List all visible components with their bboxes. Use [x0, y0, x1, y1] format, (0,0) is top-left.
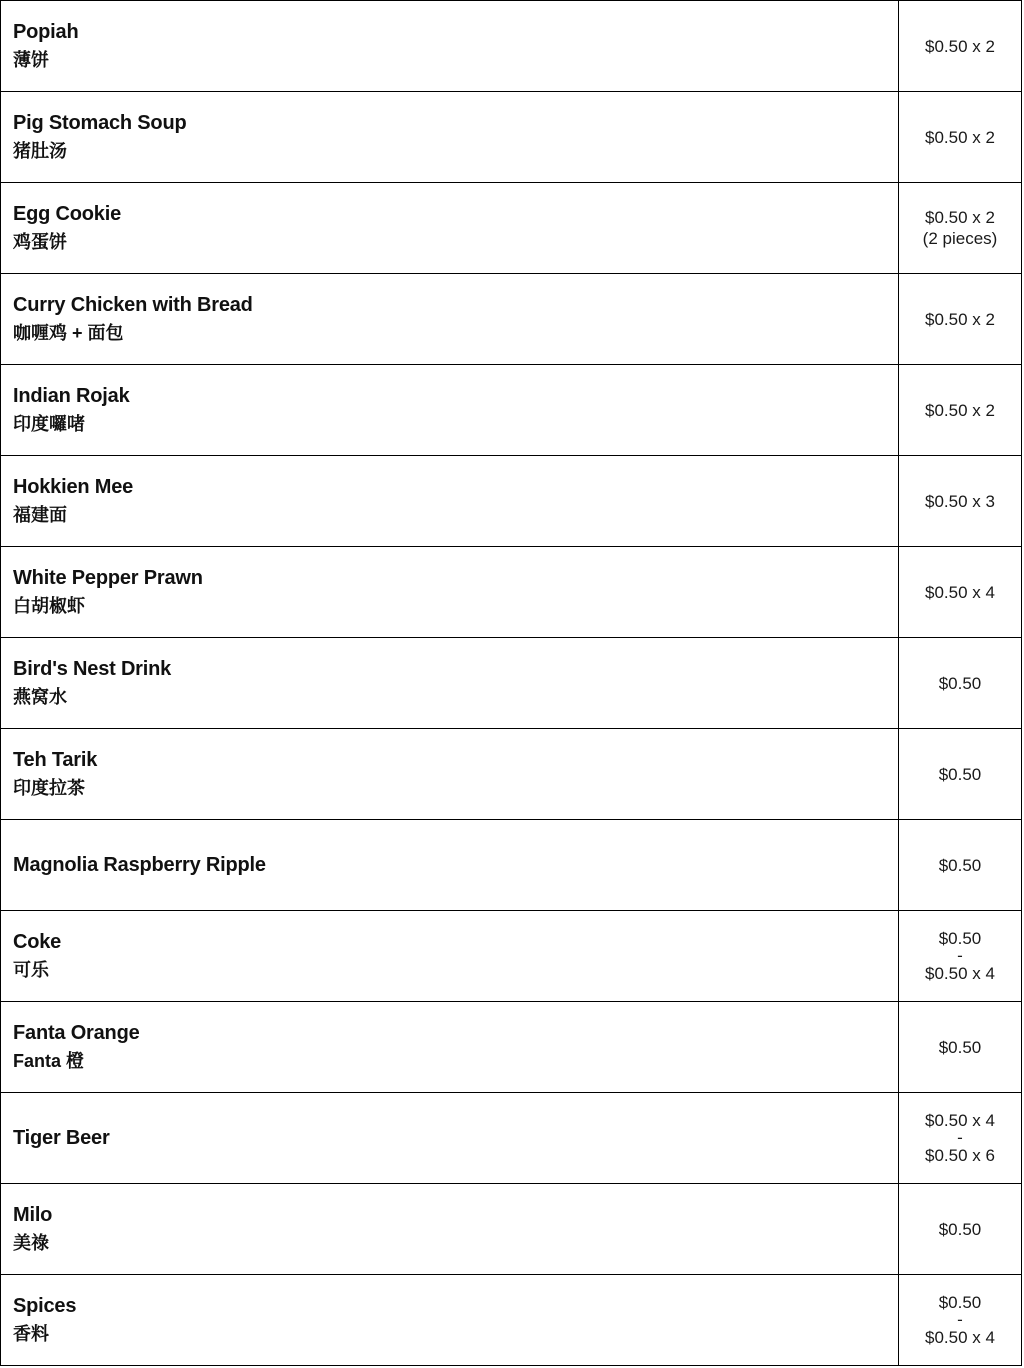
- item-name: Fanta Orange: [13, 1022, 140, 1044]
- item-price: $0.50: [938, 855, 982, 875]
- item-name: Coke: [13, 931, 62, 953]
- item-name-chinese: 猪肚汤: [13, 141, 67, 161]
- table-row: [1, 1002, 1021, 1093]
- item-name-cell: [1, 456, 899, 546]
- item-price: $0.50: [938, 929, 982, 948]
- item-price: (2 pieces): [922, 229, 998, 248]
- item-name-cell: [1, 1, 899, 91]
- item-name-cell: [1, 183, 899, 273]
- item-name: Indian Rojak: [13, 385, 130, 407]
- item-price: $0.50: [938, 673, 982, 693]
- item-price: $0.50: [938, 1293, 982, 1312]
- item-name-cell: [1, 365, 899, 455]
- item-price-cell: [899, 911, 1021, 1001]
- item-price-cell: [899, 1093, 1021, 1183]
- table-row: [1, 547, 1021, 638]
- table-row: [1, 1093, 1021, 1184]
- table-row: [1, 1, 1021, 92]
- item-price: $0.50 x 2: [925, 309, 995, 329]
- item-name: Bird's Nest Drink: [13, 658, 172, 680]
- table-row: [1, 92, 1021, 183]
- item-name-cell: [1, 274, 899, 364]
- item-price-cell: [899, 92, 1021, 182]
- item-price: $0.50 x 2: [925, 400, 995, 420]
- item-name: Popiah: [13, 21, 79, 43]
- item-name-cell: [1, 638, 899, 728]
- item-name-cell: [1, 911, 899, 1001]
- table-row: [1, 638, 1021, 729]
- price-range-dash: -: [957, 946, 963, 965]
- item-name-chinese: 咖喱鸡 + 面包: [13, 323, 124, 343]
- item-name-chinese: 鸡蛋饼: [13, 232, 67, 252]
- price-range-dash: -: [957, 1128, 963, 1147]
- item-name-chinese: 可乐: [13, 960, 49, 980]
- item-name: Hokkien Mee: [13, 476, 134, 498]
- item-price-cell: [899, 729, 1021, 819]
- item-name-cell: [1, 547, 899, 637]
- item-name: Egg Cookie: [13, 203, 122, 225]
- item-name: Pig Stomach Soup: [13, 112, 187, 134]
- item-name-chinese: 福建面: [13, 505, 67, 525]
- item-price-cell: [899, 183, 1021, 273]
- table-row: [1, 1184, 1021, 1275]
- item-price: $0.50 x 4: [925, 582, 995, 602]
- item-price-cell: [899, 1275, 1021, 1365]
- item-price: $0.50 x 2: [925, 208, 995, 227]
- item-name-chinese: 香料: [13, 1324, 49, 1344]
- item-price-cell: [899, 274, 1021, 364]
- table-row: [1, 1275, 1021, 1365]
- item-name-chinese: 美祿: [13, 1233, 49, 1253]
- item-name-cell: [1, 1184, 899, 1274]
- item-price-cell: [899, 547, 1021, 637]
- item-price: $0.50 x 4: [925, 964, 995, 983]
- item-name-chinese: 印度囉啫: [13, 414, 85, 434]
- item-price-cell: [899, 365, 1021, 455]
- item-price: $0.50: [938, 764, 982, 784]
- item-name: Spices: [13, 1295, 77, 1317]
- item-price-cell: [899, 820, 1021, 910]
- item-price: $0.50 x 2: [925, 127, 995, 147]
- item-name-cell: [1, 1002, 899, 1092]
- item-price-cell: [899, 456, 1021, 546]
- item-name-chinese: 印度拉茶: [13, 778, 85, 798]
- item-name-cell: [1, 820, 899, 910]
- table-row: [1, 729, 1021, 820]
- item-name-chinese: 薄饼: [13, 50, 49, 70]
- item-price: $0.50 x 3: [925, 491, 995, 511]
- item-name-cell: [1, 1275, 899, 1365]
- item-name-chinese: 白胡椒虾: [13, 596, 85, 616]
- table-row: [1, 820, 1021, 911]
- item-name: Teh Tarik: [13, 749, 98, 771]
- item-name: Tiger Beer: [13, 1127, 110, 1149]
- item-price: $0.50 x 4: [925, 1328, 995, 1347]
- table-row: [1, 911, 1021, 1002]
- item-price-cell: [899, 1002, 1021, 1092]
- item-name: White Pepper Prawn: [13, 567, 203, 589]
- item-price-cell: [899, 638, 1021, 728]
- table-row: [1, 274, 1021, 365]
- item-name: Curry Chicken with Bread: [13, 294, 253, 316]
- item-name-cell: [1, 1093, 899, 1183]
- table-row: [1, 365, 1021, 456]
- item-price: $0.50 x 6: [925, 1146, 995, 1165]
- item-price: $0.50 x 2: [925, 36, 995, 56]
- item-name-chinese: Fanta 橙: [13, 1051, 85, 1071]
- item-price-cell: [899, 1, 1021, 91]
- item-price: $0.50: [938, 1037, 982, 1057]
- item-price-cell: [899, 1184, 1021, 1274]
- price-range-dash: -: [957, 1310, 963, 1329]
- item-price: $0.50: [938, 1219, 982, 1239]
- item-name-cell: [1, 729, 899, 819]
- item-name: Milo: [13, 1204, 53, 1226]
- table-row: [1, 183, 1021, 274]
- item-price: $0.50 x 4: [925, 1111, 995, 1130]
- item-name: Magnolia Raspberry Ripple: [13, 854, 266, 876]
- item-name-chinese: 燕窝水: [13, 687, 67, 707]
- item-name-cell: [1, 92, 899, 182]
- table-row: [1, 456, 1021, 547]
